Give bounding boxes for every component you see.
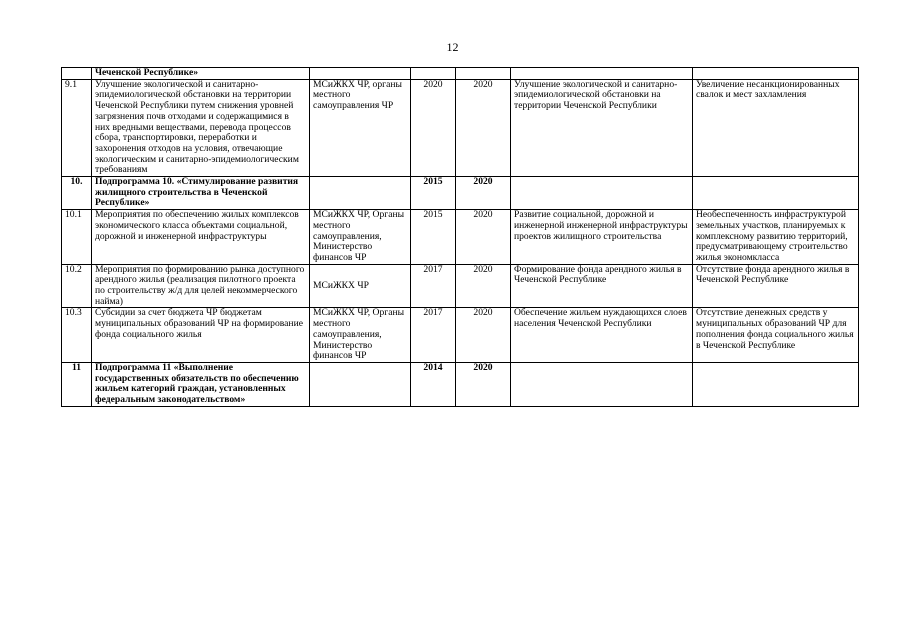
row-executor-cell <box>310 177 411 210</box>
row-start-year-cell: 2015 <box>411 177 456 210</box>
row-number-cell: 9.1 <box>62 79 92 176</box>
row-name-cell: Мероприятия по формированию рынка доступного арендного жилья (реализация пилотного проекта по строительству ж/д для целей некоммерческого найма) <box>92 264 310 308</box>
table-row-continuation <box>62 68 859 80</box>
row-start-year-cell: 2014 <box>411 362 456 406</box>
row-number-cell: 10.1 <box>62 210 92 265</box>
row-executor-cell <box>310 362 411 406</box>
table-row-10-1 <box>62 210 859 265</box>
table-row-9-1 <box>62 79 859 176</box>
row-end-year-cell: 2020 <box>456 177 511 210</box>
row-result-cell <box>511 177 693 210</box>
row-result-cell: Обеспечение жильем нуждающихся слоев населения Чеченской Республики <box>511 308 693 363</box>
row-consequence-cell: Увеличение несанкционированных свалок и мест захламления <box>693 79 859 176</box>
row-name-cell: Улучшение экологической и санитарно-эпидемиологической обстановки на территории Чеченской Республики путем снижения уровней загрязнения почв отходами и содержащимися в них вредными веществами, перевода процессов сбора, транспортировки, переработки и захоронения отходов на условия, отвечающие экологическим и санитарно-эпидемиологическим требованиям <box>92 79 310 176</box>
row-number-cell: 10. <box>62 177 92 210</box>
row-result-cell: Формирование фонда арендного жилья в Чеченской Республике <box>511 264 693 308</box>
row-executor-cell <box>310 68 411 80</box>
row-number-cell <box>62 68 92 80</box>
page-number: 12 <box>446 40 459 54</box>
row-executor-cell: МСиЖКХ ЧР, Органы местного самоуправления, Министерство финансов ЧР <box>310 308 411 363</box>
row-name-cell: Чеченской Республике» <box>92 68 310 80</box>
row-end-year-cell: 2020 <box>456 79 511 176</box>
row-executor-cell: МСиЖКХ ЧР, Органы местного самоуправления, Министерство финансов ЧР <box>310 210 411 265</box>
row-consequence-cell: Необеспеченность инфраструктурой земельных участков, планируемых к комплексному развитию территорий, предусматривающему строительство жилья экономкласса <box>693 210 859 265</box>
row-end-year-cell: 2020 <box>456 210 511 265</box>
row-result-cell <box>511 362 693 406</box>
table-row-subprogram-11 <box>62 362 859 406</box>
row-end-year-cell <box>456 68 511 80</box>
row-start-year-cell <box>411 68 456 80</box>
row-executor-cell: МСиЖКХ ЧР, органы местного самоуправления ЧР <box>310 79 411 176</box>
row-start-year-cell: 2020 <box>411 79 456 176</box>
row-start-year-cell: 2017 <box>411 308 456 363</box>
row-result-cell <box>511 68 693 80</box>
row-consequence-cell <box>693 177 859 210</box>
row-number-cell: 11 <box>62 362 92 406</box>
row-name-cell: Подпрограмма 11 «Выполнение государственных обязательств по обеспечению жильем категорий граждан, установленных федеральным законодательством» <box>92 362 310 406</box>
row-end-year-cell: 2020 <box>456 264 511 308</box>
row-number-cell: 10.3 <box>62 308 92 363</box>
row-name-cell: Субсидии за счет бюджета ЧР бюджетам муниципальных образований ЧР на формирование фонда социального жилья <box>92 308 310 363</box>
row-end-year-cell: 2020 <box>456 362 511 406</box>
row-end-year-cell: 2020 <box>456 308 511 363</box>
row-start-year-cell: 2017 <box>411 264 456 308</box>
row-consequence-cell <box>693 362 859 406</box>
row-name-cell: Подпрограмма 10. «Стимулирование развития жилищного строительства в Чеченской Республике» <box>92 177 310 210</box>
row-result-cell: Развитие социальной, дорожной и инженерной инженерной инфраструктуры проектов жилищного строительства <box>511 210 693 265</box>
row-name-cell: Мероприятия по обеспечению жилых комплексов экономического класса объектами социальной, дорожной и инженерной инфраструктуры <box>92 210 310 265</box>
row-consequence-cell: Отсутствие денежных средств у муниципальных образований ЧР для пополнения фонда социального жилья в Чеченской Республике <box>693 308 859 363</box>
row-start-year-cell: 2015 <box>411 210 456 265</box>
table-row-10-2 <box>62 264 859 308</box>
table-row-subprogram-10 <box>62 177 859 210</box>
row-result-cell: Улучшение экологической и санитарно-эпидемиологической обстановки на территории Чеченской Республики <box>511 79 693 176</box>
row-consequence-cell: Отсутствие фонда арендного жилья в Чеченской Республике <box>693 264 859 308</box>
table-row-10-3 <box>62 308 859 363</box>
row-consequence-cell <box>693 68 859 80</box>
row-executor-cell: МСиЖКХ ЧР <box>310 264 411 308</box>
program-activities-table <box>61 67 859 407</box>
row-number-cell: 10.2 <box>62 264 92 308</box>
